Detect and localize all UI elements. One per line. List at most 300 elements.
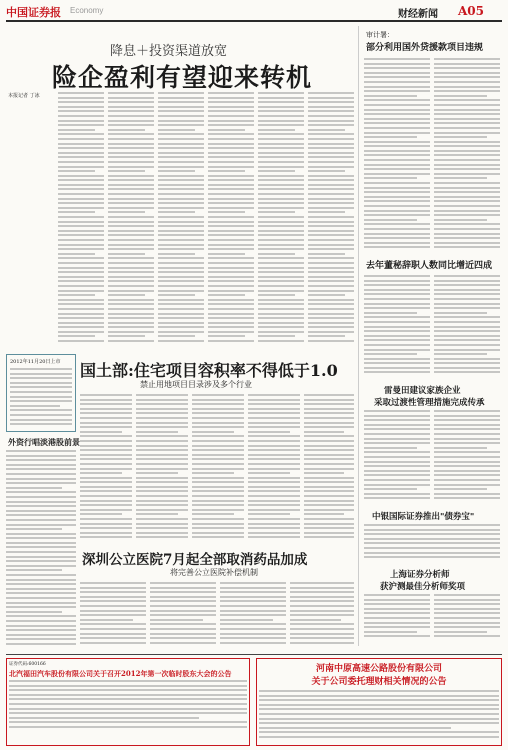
text-line [434,214,500,216]
land-body-5 [304,394,354,544]
text-line [258,124,304,126]
text-line [58,115,104,117]
text-line [208,271,254,273]
text-line [6,546,76,548]
text-line [208,326,254,328]
text-line [208,322,254,324]
text-line [364,113,430,115]
text-line [108,124,154,126]
text-line [434,479,500,481]
text-line [108,267,154,269]
text-line [248,486,300,488]
text-line [150,623,216,625]
text-line [192,481,244,483]
text-line [208,188,254,190]
text-line [308,115,354,117]
text-line [108,138,154,140]
text-line [208,175,254,177]
text-line [10,391,72,393]
text-line [434,433,500,435]
text-line [258,239,304,241]
text-line [290,596,354,598]
text-line [6,542,76,544]
text-line [364,132,430,134]
text-line [434,67,500,69]
text-line [434,246,500,248]
text-line [58,110,104,112]
text-line [248,445,300,447]
text-line [258,267,304,269]
text-line [108,335,145,337]
text-line [364,210,430,212]
text-line [80,610,146,612]
ad-right-body [259,690,499,742]
lead-col-2 [58,92,104,347]
text-line [58,271,104,273]
text-line [108,230,154,232]
text-line [304,445,354,447]
text-line [6,459,76,461]
text-line [258,170,295,172]
text-line [6,625,76,627]
text-line [80,445,132,447]
text-line [308,97,354,99]
text-line [158,106,204,108]
text-line [364,200,430,202]
text-line [258,294,295,296]
text-line [192,417,244,419]
text-line [258,143,304,145]
text-line [80,591,146,593]
text-line [248,523,300,525]
text-line [308,290,354,292]
text-line [6,560,76,562]
text-line [158,97,204,99]
text-line [434,159,500,161]
text-line [364,118,430,120]
text-line [248,472,290,474]
text-line [308,156,354,158]
text-line [58,313,104,315]
text-line [258,207,304,209]
text-line [434,90,500,92]
text-line [208,106,254,108]
text-line [434,594,500,596]
land-body-4 [248,394,300,544]
text-line [58,225,104,227]
text-line [304,431,344,433]
text-line [434,284,500,286]
text-line [364,326,430,328]
text-line [364,67,430,69]
text-line [136,426,188,428]
text-line [304,412,354,414]
text-line [108,175,154,177]
text-line [208,225,254,227]
text-line [258,290,304,292]
text-line [364,150,430,152]
text-line [150,642,216,644]
text-line [58,244,104,246]
text-line [208,198,254,200]
land-headline: 国土部:住宅项目容积率不得低于1.0 [80,361,338,380]
text-line [434,118,500,120]
text-line [304,532,354,534]
text-line [364,182,430,184]
text-line [58,317,104,319]
text-line [6,629,76,631]
text-line [108,262,154,264]
text-line [6,588,76,590]
text-line [58,221,104,223]
text-line [308,313,354,315]
text-line [258,335,295,337]
analyst-headline-1: 上海证券分析师 [390,570,450,580]
text-line [364,635,430,637]
text-line [434,145,500,147]
text-line [304,472,344,474]
page-number: A05 [458,4,485,18]
text-line [434,293,500,295]
text-line [158,161,204,163]
text-line [364,524,500,526]
text-line [208,179,254,181]
text-line [150,582,216,584]
text-line [136,536,188,538]
text-line [6,634,76,636]
text-line [6,505,76,507]
text-line [136,532,188,534]
text-line [80,412,132,414]
text-line [150,605,216,607]
text-line [58,290,104,292]
text-line [158,230,204,232]
text-line [434,210,500,212]
text-line [108,152,154,154]
text-line [80,403,132,405]
text-line [308,175,354,177]
text-line [364,474,430,476]
text-line [208,253,245,255]
text-line [192,477,244,479]
text-line [150,596,216,598]
text-line [108,156,154,158]
text-line [304,523,354,525]
text-line [258,234,304,236]
lead-col-1 [8,92,54,347]
text-line [258,97,304,99]
text-line [58,340,104,342]
text-line [259,695,499,697]
text-line [304,527,354,529]
text-line [58,280,104,282]
text-line [258,308,304,310]
text-line [308,198,354,200]
text-line [58,239,104,241]
text-line [248,422,300,424]
text-line [192,490,244,492]
text-line [248,449,300,451]
text-line [6,482,76,484]
text-line [136,495,188,497]
text-line [434,635,500,637]
text-line [150,600,216,602]
text-line [258,303,304,305]
text-line [208,303,254,305]
text-line [80,468,132,470]
text-line [434,303,500,305]
text-line [6,501,76,503]
text-line [108,120,154,122]
text-line [10,377,72,379]
text-line [80,500,132,502]
text-line [308,179,354,181]
text-line [248,394,300,396]
text-line [258,248,304,250]
text-line [434,72,500,74]
text-line [364,335,430,337]
text-line [108,97,154,99]
text-line [136,477,188,479]
text-line [6,533,76,535]
text-line [434,626,500,628]
secretary-headline: 去年董秘辞职人数同比增近四成 [366,261,493,271]
text-line [80,623,146,625]
text-line [80,440,132,442]
text-line [158,285,204,287]
text-line [364,599,430,601]
text-line [248,435,300,437]
text-line [192,486,244,488]
text-line [304,495,354,497]
text-line [434,339,500,341]
text-line [158,110,204,112]
text-line [208,101,254,103]
text-line [248,495,300,497]
text-line [158,262,204,264]
text-line [80,449,132,451]
text-line [80,472,122,474]
text-line [364,141,430,143]
text-line [6,556,76,558]
text-line [80,417,132,419]
land-body-1 [80,394,132,544]
text-line [9,685,247,687]
text-line [58,326,104,328]
lead-col-7 [308,92,354,347]
text-line [258,179,304,181]
text-line [108,143,154,145]
text-line [434,242,500,244]
text-line [258,257,304,259]
text-line [108,129,145,131]
text-line [150,610,216,612]
listing-text: 2012年11月20日上市 [10,359,61,365]
text-line [58,175,104,177]
text-line [434,205,500,207]
text-line [158,221,204,223]
text-line [208,335,245,337]
text-line [220,628,286,630]
text-line [434,307,500,309]
text-line [220,596,286,598]
text-line [364,173,430,175]
text-line [108,184,154,186]
text-line [434,63,500,65]
text-line [308,147,354,149]
text-line [258,198,304,200]
text-line [434,95,487,97]
text-line [364,456,430,458]
text-line [158,271,204,273]
text-line [158,244,204,246]
text-line [248,440,300,442]
text-line [364,298,430,300]
masthead [6,4,502,20]
text-line [80,536,132,538]
text-line [80,523,132,525]
text-line [108,331,154,333]
family-headline-2: 采取过渡性管理措施完成传承 [374,398,485,408]
text-line [434,58,500,60]
text-line [6,569,62,571]
land-body-3 [192,394,244,544]
text-line [108,234,154,236]
text-line [192,426,244,428]
text-line [364,136,417,138]
text-line [150,619,203,621]
text-line [150,591,216,593]
text-line [158,257,204,259]
text-line [248,504,300,506]
text-line [434,219,487,221]
text-line [158,253,195,255]
text-line [248,527,300,529]
text-line [158,308,204,310]
text-line [80,518,132,520]
text-line [364,626,430,628]
text-line [108,106,154,108]
text-line [108,179,154,181]
text-line [364,228,430,230]
text-line [6,574,76,576]
text-line [58,92,104,94]
text-line [364,72,430,74]
text-line [220,582,286,584]
text-line [304,509,354,511]
text-line [434,488,487,490]
text-line [80,628,146,630]
text-line [304,504,354,506]
text-line [364,542,500,544]
text-line [208,308,254,310]
analyst-body [364,594,430,644]
text-line [6,468,76,470]
text-line [6,450,76,452]
text-line [108,244,154,246]
text-line [258,317,304,319]
text-line [6,528,62,530]
text-line [258,152,304,154]
text-line [364,246,430,248]
text-line [158,133,204,135]
text-line [364,349,430,351]
text-line [364,371,430,373]
text-line [208,234,254,236]
text-line [136,481,188,483]
text-line [158,193,204,195]
text-line [259,708,499,710]
text-line [364,303,430,305]
text-line [248,454,300,456]
text-line [80,477,132,479]
text-line [136,394,188,396]
text-line [10,405,60,407]
text-line [192,408,244,410]
text-line [158,326,204,328]
text-line [304,394,354,396]
listing-body [10,368,72,428]
text-line [258,326,304,328]
text-line [258,92,304,94]
text-line [150,628,216,630]
text-line [108,170,145,172]
text-line [9,717,199,719]
text-line [6,615,76,617]
text-line [58,147,104,149]
text-line [58,303,104,305]
text-line [58,207,104,209]
text-line [10,414,72,416]
text-line [136,399,188,401]
text-line [290,619,341,621]
text-line [108,290,154,292]
text-line [80,587,146,589]
text-line [308,267,354,269]
hospital-body-3 [220,582,286,650]
text-line [258,166,304,168]
text-line [58,129,95,131]
text-line [308,335,345,337]
text-line [364,617,430,619]
text-line [9,726,247,728]
text-line [158,198,204,200]
text-line [258,313,304,315]
text-line [58,198,104,200]
text-line [308,285,354,287]
text-line [364,159,430,161]
text-line [304,518,354,520]
text-line [6,583,76,585]
text-line [158,322,204,324]
text-line [80,454,132,456]
footer-rule [6,654,502,655]
text-line [58,234,104,236]
text-line [434,326,500,328]
text-line [434,612,500,614]
text-line [208,211,245,213]
text-line [208,340,254,342]
text-line [208,216,254,218]
text-line [364,284,430,286]
text-line [434,353,487,355]
text-line [136,458,188,460]
listing-box [6,354,76,432]
text-line [259,727,451,729]
section-title: 财经新闻 [398,9,438,20]
text-line [192,454,244,456]
text-line [58,294,95,296]
